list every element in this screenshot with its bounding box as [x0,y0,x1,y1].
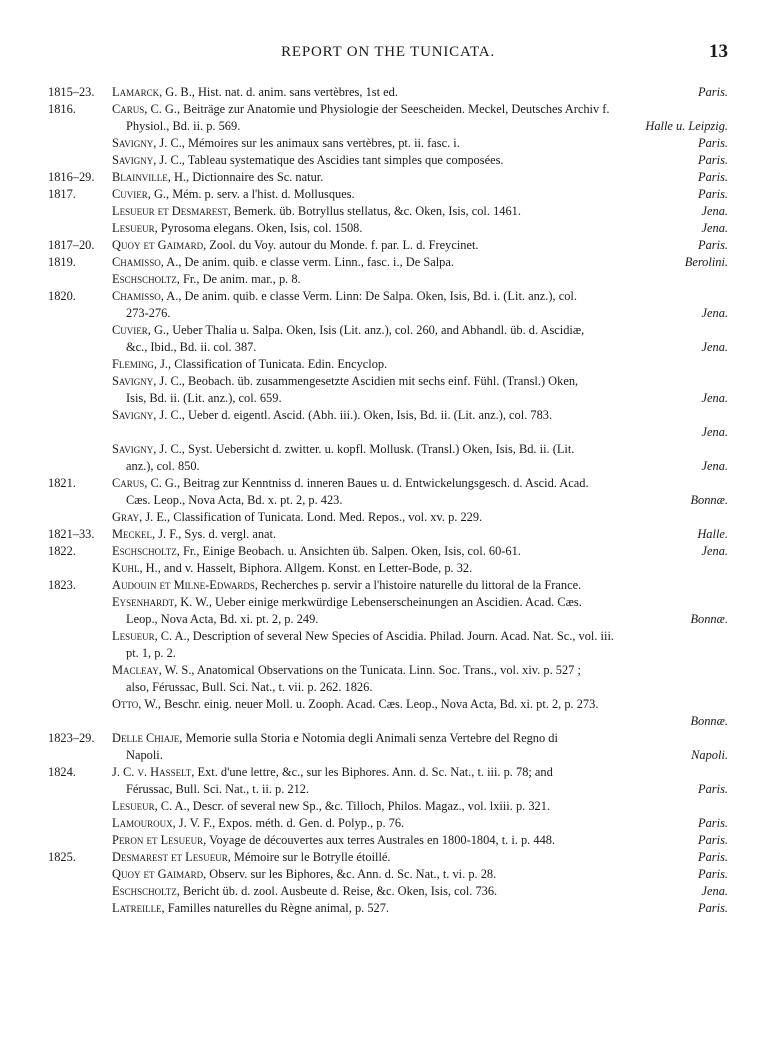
entry-text [112,254,454,271]
entry-place: Paris. [698,782,728,796]
entry-citation: J. V. F., Expos. méth. d. Gen. d. Polyp., p. 76. [175,816,405,830]
entry-line [0,118,776,135]
bibliography-entry [0,373,776,407]
entry-line [0,424,776,441]
entry-place: Paris. [698,850,728,864]
entry-citation: anz.), col. 850. [126,459,200,473]
entry-citation: J. F., Sys. d. vergl. anat. [155,527,277,541]
entry-text [112,696,598,713]
entry-text [112,866,496,883]
entry-place: Jena. [701,459,728,473]
entry-citation: G., Mém. p. serv. a l'hist. d. Mollusques. [150,187,355,201]
entry-line [0,696,776,713]
entry-citation: G., Ueber Thalia u. Salpa. Oken, Isis (Lit. anz.), col. 260, and Abhandl. üb. d. Ascidiæ, [150,323,585,337]
entry-line [0,611,776,628]
bibliography-entry [0,203,776,220]
entry-author: Lesueur, [112,799,158,813]
entry-text [126,118,240,135]
bibliography-entry [0,356,776,373]
entry-author: Blainville, [112,170,171,184]
entry-year: 1821. [48,476,76,490]
entry-line [0,186,776,203]
entry-author: Kuhl, [112,561,143,575]
entry-citation: C. G., Beiträge zur Anatomie und Physiologie der Seescheiden. Meckel, Deutsches Archiv f. [147,102,610,116]
entry-citation: also, Férussac, Bull. Sci. Nat., t. vii. p. 262. 1826. [126,680,373,694]
entry-text [112,849,391,866]
entry-line [0,390,776,407]
entry-author: J. C. v. Hasselt, [112,765,195,779]
entry-year: 1816. [48,102,76,116]
entry-citation: Ext. d'une lettre, &c., sur les Biphores. Ann. d. Sc. Nat., t. iii. p. 78; and [194,765,553,779]
entry-line [0,84,776,101]
entry-text [112,288,577,305]
entry-line [0,577,776,594]
bibliography-entry [0,764,776,798]
entry-author: Macleay, [112,663,162,677]
entry-text [126,339,256,356]
entry-text [112,407,552,424]
entry-line [0,594,776,611]
page-header [0,41,776,68]
entry-year: 1816–29. [48,170,95,184]
entry-text [126,781,309,798]
entry-citation: K. W., Ueber einige merkwürdige Lebenserscheinungen an Ascidien. Acad. Cæs. [177,595,582,609]
entry-text [126,458,200,475]
entry-author: Lamarck, [112,85,163,99]
entry-citation: W., Beschr. einig. neuer Moll. u. Zooph. Acad. Cæs. Leop., Nova Acta, Bd. xi. pt. 2, p. 273. [141,697,599,711]
entry-place: Jena. [701,391,728,405]
entry-author: Otto, [112,697,142,711]
entry-line [0,747,776,764]
entry-line [0,339,776,356]
entry-author: Lesueur, [112,221,158,235]
entry-citation: 273-276. [126,306,171,320]
bibliography-entry [0,441,776,475]
entry-line [0,560,776,577]
entry-year: 1824. [48,765,76,779]
entry-line [0,305,776,322]
entry-line [0,373,776,390]
entry-text [112,152,504,169]
entry-line [0,832,776,849]
bibliography-entry [0,866,776,883]
entry-text [112,730,558,747]
entry-text [112,169,323,186]
entry-text [112,764,553,781]
bibliography-entry [0,288,776,322]
entry-line [0,271,776,288]
entry-text [112,356,387,373]
bibliography-entry [0,628,776,662]
entry-citation: Isis, Bd. ii. (Lit. anz.), col. 659. [126,391,282,405]
bibliography-entry [0,237,776,254]
entry-place: Bonnæ. [690,612,728,626]
entry-author: Audouin et Milne-Edwards, [112,578,258,592]
entry-author: Gray, [112,510,143,524]
entry-year: 1819. [48,255,76,269]
entry-citation: Zool. du Voy. autour du Monde. f. par. L. d. Freycinet. [206,238,479,252]
entry-citation: Leop., Nova Acta, Bd. xi. pt. 2, p. 249. [126,612,319,626]
entry-citation: Fr., Einige Beobach. u. Ansichten üb. Salpen. Oken, Isis, col. 60-61. [179,544,521,558]
bibliography-entry [0,84,776,101]
entry-citation: J. C., Syst. Uebersicht d. zwitter. u. kopfl. Mollusk. (Transl.) Oken, Isis, Bd. ii. (Lit. [156,442,575,456]
entry-year: 1822. [48,544,76,558]
entry-author: Savigny, [112,442,157,456]
entry-place: Bonnæ. [690,714,728,728]
entry-author: Lamouroux, [112,816,176,830]
entry-citation: J. C., Mémoires sur les animaux sans vertèbres, pt. ii. fasc. i. [156,136,460,150]
entry-place: Paris. [698,867,728,881]
entry-text [126,645,176,662]
entry-line [0,356,776,373]
entry-author: Desmarest et Lesueur, [112,850,231,864]
entry-line [0,509,776,526]
entry-place: Paris. [698,85,728,99]
entry-line [0,237,776,254]
entry-text [112,441,574,458]
bibliography-entry [0,254,776,271]
entry-line [0,220,776,237]
entry-citation: Memorie sulla Storia e Notomia degli Animali senza Vertebre del Regno di [182,731,558,745]
entry-line [0,662,776,679]
entry-author: Carus, [112,102,148,116]
entry-place: Paris. [698,187,728,201]
entry-place: Berolini. [684,255,728,269]
bibliography-entry [0,509,776,526]
entry-year: 1823. [48,578,76,592]
entry-text [112,373,578,390]
entry-citation: Fr., De anim. mar., p. 8. [179,272,301,286]
entry-line [0,135,776,152]
entry-line [0,152,776,169]
entry-place: Jena. [701,221,728,235]
bibliography-entry [0,526,776,543]
entry-line [0,407,776,424]
entry-citation: Cæs. Leop., Nova Acta, Bd. x. pt. 2, p. 423. [126,493,343,507]
entry-author: Savigny, [112,153,157,167]
entry-text [112,475,589,492]
entry-author: Chamisso, [112,289,164,303]
entry-line [0,254,776,271]
entry-text [126,492,342,509]
entry-citation: Mémoire sur le Botrylle étoillé. [230,850,391,864]
entry-citation: Bemerk. üb. Botryllus stellatus, &c. Oken, Isis, col. 1461. [230,204,521,218]
running-title: REPORT ON THE TUNICATA. [281,44,495,60]
entry-text [112,543,521,560]
entry-author: Cuvier, [112,187,151,201]
entry-place: Paris. [698,816,728,830]
bibliography-list [0,84,776,917]
entry-place: Paris. [698,901,728,915]
entry-text [112,271,301,288]
entry-author: Peron et Lesueur, [112,833,207,847]
entry-author: Quoy et Gaimard, [112,238,207,252]
entry-citation: Napoli. [126,748,163,762]
entry-citation: Familles naturelles du Règne animal, p. 527. [164,901,390,915]
entry-line [0,492,776,509]
entry-line [0,288,776,305]
entry-text [112,84,398,101]
entry-citation: Férussac, Bull. Sci. Nat., t. ii. p. 212. [126,782,310,796]
bibliography-entry [0,560,776,577]
entry-citation: H., and v. Hasselt, Biphora. Allgem. Konst. en Letter-Bode, p. 32. [142,561,473,575]
entry-author: Eysenhardt, [112,595,178,609]
bibliography-entry [0,832,776,849]
entry-line [0,543,776,560]
entry-author: Quoy et Gaimard, [112,867,207,881]
entry-place: Paris. [698,833,728,847]
entry-author: Fleming, [112,357,157,371]
entry-text [112,560,472,577]
entry-place: Jena. [701,306,728,320]
entry-citation: A., De anim. quib. e classe verm. Linn., fasc. i., De Salpa. [163,255,454,269]
entry-place: Jena. [701,340,728,354]
bibliography-entry [0,475,776,509]
entry-citation: Physiol., Bd. ii. p. 569. [126,119,241,133]
page-number: 13 [709,41,728,62]
entry-text [112,509,482,526]
bibliography-entry [0,152,776,169]
entry-citation: J. C., Beobach. üb. zusammengesetzte Ascidien mit sechs einf. Fühl. (Transl.) Oken, [156,374,579,388]
entry-year: 1817. [48,187,76,201]
bibliography-entry [0,798,776,815]
entry-line [0,628,776,645]
entry-citation: Observ. sur les Biphores, &c. Ann. d. Sc. Nat., t. vi. p. 28. [206,867,497,881]
bibliography-entry [0,849,776,866]
entry-line [0,458,776,475]
entry-line [0,475,776,492]
entry-text [112,220,362,237]
entry-place: Paris. [698,136,728,150]
entry-line [0,781,776,798]
entry-author: Savigny, [112,374,157,388]
entry-text [112,322,584,339]
entry-citation: H., Dictionnaire des Sc. natur. [170,170,324,184]
entry-line [0,526,776,543]
entry-line [0,101,776,118]
entry-citation: G. B., Hist. nat. d. anim. sans vertèbres, 1st ed. [162,85,398,99]
entry-citation: A., De anim. quib. e classe Verm. Linn: De Salpa. Oken, Isis, Bd. i. (Lit. anz.), col. [163,289,577,303]
bibliography-entry [0,900,776,917]
entry-citation: Voyage de découvertes aux terres Australes en 1800-1804, t. i. p. 448. [206,833,556,847]
entry-text [112,526,276,543]
entry-author: Delle Chiaje, [112,731,183,745]
entry-place: Jena. [701,425,728,439]
entry-place: Paris. [698,153,728,167]
entry-place: Halle u. Leipzig. [645,119,728,133]
entry-line [0,441,776,458]
entry-citation: W. S., Anatomical Observations on the Tunicata. Linn. Soc. Trans., vol. xiv. p. 527 ; [161,663,581,677]
entry-text [126,305,170,322]
entry-text [112,594,582,611]
entry-text [112,186,355,203]
bibliography-entry [0,101,776,135]
entry-author: Carus, [112,476,148,490]
entry-text [112,832,555,849]
entry-citation: &c., Ibid., Bd. ii. col. 387. [126,340,257,354]
entry-text [112,798,550,815]
entry-line [0,645,776,662]
entry-author: Lesueur et Desmarest, [112,204,231,218]
entry-line [0,169,776,186]
entry-text [112,237,479,254]
entry-author: Savigny, [112,408,157,422]
entry-place: Bonnæ. [690,493,728,507]
bibliography-entry [0,577,776,594]
bibliography-entry [0,543,776,560]
bibliography-entry [0,220,776,237]
entry-author: Meckel, [112,527,156,541]
bibliography-entry [0,883,776,900]
entry-line [0,866,776,883]
entry-citation: J. C., Tableau systematique des Ascidies tant simples que composées. [156,153,504,167]
entry-line [0,730,776,747]
entry-year: 1820. [48,289,76,303]
entry-line [0,203,776,220]
entry-text [112,883,497,900]
entry-text [126,611,318,628]
entry-citation: J., Classification of Tunicata. Edin. Encyclop. [156,357,388,371]
entry-place: Napoli. [691,748,728,762]
entry-citation: Pyrosoma elegans. Oken, Isis, col. 1508. [157,221,363,235]
entry-text [126,679,372,696]
entry-place: Jena. [701,884,728,898]
entry-author: Savigny, [112,136,157,150]
entry-author: Latreille, [112,901,165,915]
bibliography-entry [0,696,776,730]
entry-year: 1825. [48,850,76,864]
entry-line [0,815,776,832]
entry-citation: C. G., Beitrag zur Kenntniss d. inneren Baues u. d. Entwickelungsgesch. d. Ascid. Acad. [147,476,589,490]
entry-citation: Bericht üb. d. zool. Ausbeute d. Reise, &c. Oken, Isis, col. 736. [179,884,498,898]
entry-citation: J. C., Ueber d. eigentl. Ascid. (Abh. iii.). Oken, Isis, Bd. ii. (Lit. anz.), col. 783. [156,408,553,422]
entry-place: Jena. [701,544,728,558]
entry-line [0,883,776,900]
entry-author: Lesueur, [112,629,158,643]
entry-citation: pt. 1, p. 2. [126,646,176,660]
bibliography-entry [0,169,776,186]
entry-line [0,900,776,917]
entry-author: Eschscholtz, [112,272,180,286]
entry-year: 1815–23. [48,85,95,99]
bibliography-entry [0,135,776,152]
bibliography-entry [0,662,776,696]
entry-text [126,390,282,407]
entry-text [112,577,581,594]
entry-place: Jena. [701,204,728,218]
entry-place: Halle. [697,527,728,541]
entry-text [112,203,521,220]
entry-author: Chamisso, [112,255,164,269]
entry-citation: J. E., Classification of Tunicata. Lond. Med. Repos., vol. xv. p. 229. [142,510,483,524]
entry-text [112,628,614,645]
bibliography-entry [0,322,776,356]
entry-citation: C. A., Description of several New Species of Ascidia. Philad. Journ. Acad. Nat. Sc., vol. iii. [157,629,614,643]
entry-citation: Recherches p. servir a l'histoire naturelle du littoral de la France. [257,578,582,592]
entry-line [0,849,776,866]
bibliography-entry [0,271,776,288]
entry-year: 1821–33. [48,527,95,541]
entry-place: Paris. [698,170,728,184]
entry-line [0,713,776,730]
entry-author: Eschscholtz, [112,884,180,898]
entry-citation: C. A., Descr. of several new Sp., &c. Tilloch, Philos. Magaz., vol. lxiii. p. 321. [157,799,551,813]
entry-author: Cuvier, [112,323,151,337]
entry-text [126,747,163,764]
bibliography-entry [0,730,776,764]
entry-line [0,764,776,781]
bibliography-entry [0,594,776,628]
bibliography-entry [0,815,776,832]
entry-year: 1823–29. [48,731,95,745]
entry-text [112,135,460,152]
entry-year: 1817–20. [48,238,95,252]
bibliography-entry [0,186,776,203]
entry-author: Eschscholtz, [112,544,180,558]
entry-line [0,679,776,696]
entry-line [0,322,776,339]
entry-place: Paris. [698,238,728,252]
entry-text [112,900,389,917]
bibliography-entry [0,407,776,441]
entry-text [112,101,610,118]
entry-line [0,798,776,815]
entry-text [112,815,404,832]
entry-text [112,662,581,679]
